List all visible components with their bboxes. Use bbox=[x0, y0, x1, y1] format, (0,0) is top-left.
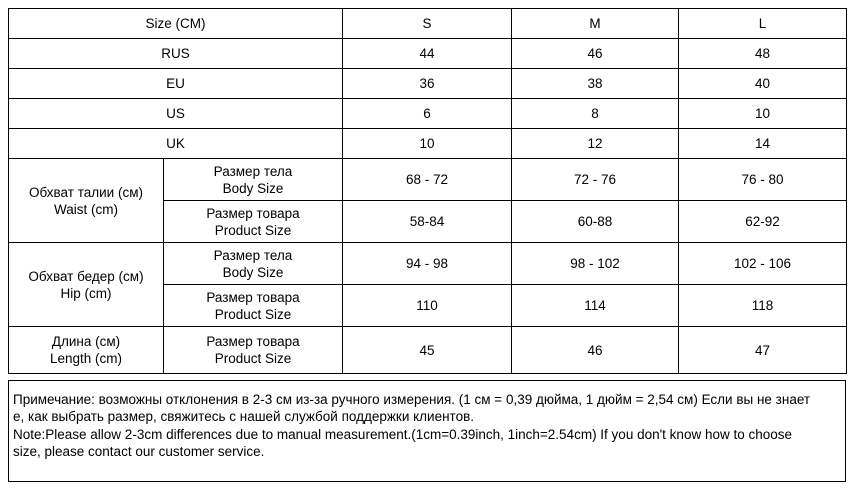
waist-product-l: 62-92 bbox=[679, 201, 847, 243]
body-size-label-ru: Размер тела bbox=[213, 163, 293, 179]
waist-label bbox=[9, 159, 164, 243]
waist-product-m: 60-88 bbox=[512, 201, 679, 243]
product-size-label-ru: Размер товара bbox=[206, 334, 300, 349]
waist-body-m: 72 - 76 bbox=[512, 159, 679, 201]
note-ru-line-1: Примечание: возможны отклонения в 2-3 см из-за ручного измерения. (1 см = 0,39 дюйма, 1 дюйм = 2,54 см) Если вы не знает bbox=[13, 392, 811, 407]
eu-l: 40 bbox=[679, 69, 847, 99]
us-l: 10 bbox=[679, 99, 847, 129]
length-label-en: Length (cm) bbox=[49, 351, 123, 366]
hip-product-m: 114 bbox=[512, 285, 679, 327]
body-size-label-en: Body Size bbox=[222, 264, 284, 280]
hip-label bbox=[9, 243, 164, 327]
uk-l: 14 bbox=[679, 129, 847, 159]
measurement-note bbox=[8, 380, 846, 482]
hip-label-ru: Обхват бедер (см) bbox=[28, 268, 144, 284]
eu-label: EU bbox=[9, 69, 343, 99]
length-product-s: 45 bbox=[343, 327, 512, 374]
size-l-header: L bbox=[679, 9, 847, 39]
eu-s: 36 bbox=[343, 69, 512, 99]
uk-m: 12 bbox=[512, 129, 679, 159]
length-label-ru: Длина (см) bbox=[51, 334, 121, 349]
product-size-label-en: Product Size bbox=[214, 306, 292, 322]
waist-product-s: 58-84 bbox=[343, 201, 512, 243]
length-product-l: 47 bbox=[679, 327, 847, 374]
us-s: 6 bbox=[343, 99, 512, 129]
rus-m: 46 bbox=[512, 39, 679, 69]
hip-product-size-label bbox=[164, 285, 343, 327]
table-row-eu bbox=[9, 69, 847, 99]
size-cm-header: Size (CM) bbox=[9, 9, 343, 39]
table-row-us bbox=[9, 99, 847, 129]
uk-label: UK bbox=[9, 129, 343, 159]
table-row-length bbox=[9, 327, 847, 374]
waist-body-s: 68 - 72 bbox=[343, 159, 512, 201]
hip-body-s: 94 - 98 bbox=[343, 243, 512, 285]
rus-s: 44 bbox=[343, 39, 512, 69]
rus-label: RUS bbox=[9, 39, 343, 69]
hip-label-en: Hip (cm) bbox=[60, 285, 112, 301]
note-en-line-1: Note:Please allow 2-3cm differences due to manual measurement.(1cm=0.39inch, 1inch=2.54cm) If you don't know how to choose bbox=[13, 426, 793, 442]
hip-body-m: 98 - 102 bbox=[512, 243, 679, 285]
header-row bbox=[9, 9, 847, 39]
waist-label-ru: Обхват талии (см) bbox=[29, 184, 143, 200]
note-ru-line-2: е, как выбрать размер, свяжитесь с нашей службой поддержки клиентов. bbox=[13, 409, 475, 425]
product-size-label-en: Product Size bbox=[214, 222, 292, 238]
waist-body-l: 76 - 80 bbox=[679, 159, 847, 201]
product-size-label-en: Product Size bbox=[214, 351, 292, 366]
body-size-label-ru: Размер тела bbox=[213, 247, 293, 263]
size-m-header: M bbox=[512, 9, 679, 39]
length-label bbox=[9, 327, 164, 374]
rus-l: 48 bbox=[679, 39, 847, 69]
eu-m: 38 bbox=[512, 69, 679, 99]
waist-product-size-label bbox=[164, 201, 343, 243]
table-row-rus bbox=[9, 39, 847, 69]
us-label: US bbox=[9, 99, 343, 129]
size-chart-table bbox=[8, 8, 847, 374]
hip-body-l: 102 - 106 bbox=[679, 243, 847, 285]
note-en-line-2: size, please contact our customer service. bbox=[13, 444, 265, 460]
product-size-label-ru: Размер товара bbox=[206, 205, 300, 221]
waist-body-size-label bbox=[164, 159, 343, 201]
hip-product-s: 110 bbox=[343, 285, 512, 327]
table-row-waist-body bbox=[9, 159, 847, 201]
table-row-hip-body bbox=[9, 243, 847, 285]
uk-s: 10 bbox=[343, 129, 512, 159]
hip-body-size-label bbox=[164, 243, 343, 285]
table-row-uk bbox=[9, 129, 847, 159]
hip-product-l: 118 bbox=[679, 285, 847, 327]
product-size-label-ru: Размер товара bbox=[206, 289, 300, 305]
waist-label-en: Waist (cm) bbox=[54, 201, 118, 217]
length-product-m: 46 bbox=[512, 327, 679, 374]
us-m: 8 bbox=[512, 99, 679, 129]
length-product-size-label bbox=[164, 327, 343, 374]
body-size-label-en: Body Size bbox=[222, 180, 284, 196]
size-s-header: S bbox=[343, 9, 512, 39]
